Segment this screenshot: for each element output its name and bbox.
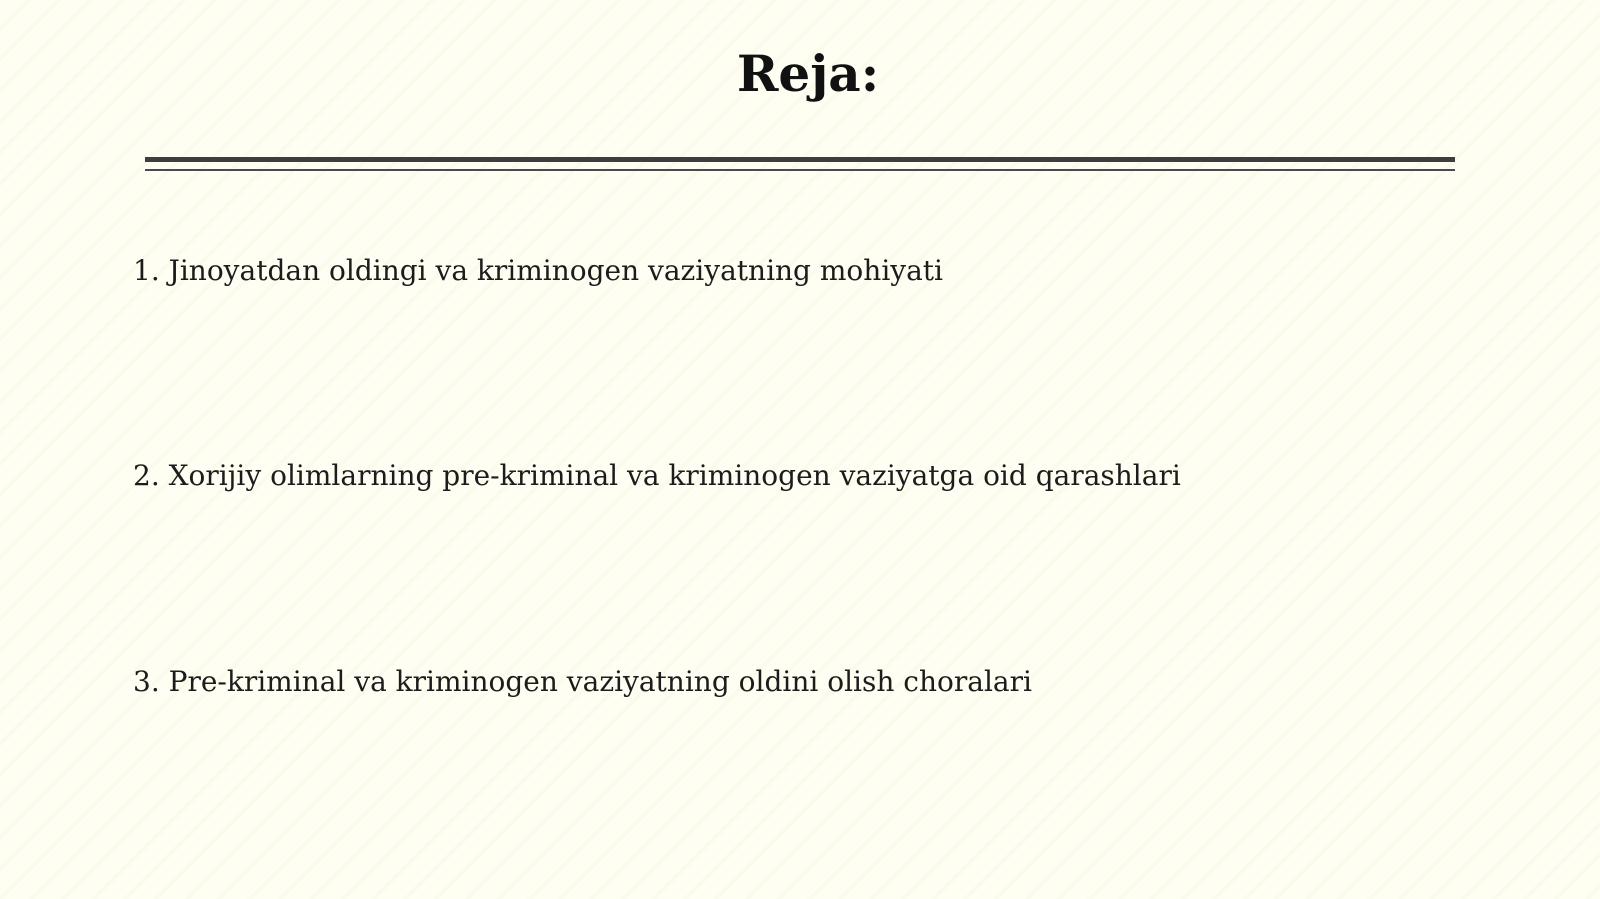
title-divider-thick (145, 157, 1455, 162)
plan-item-3: 3. Pre-kriminal va kriminogen vaziyatning oldini olish choralari (133, 665, 1032, 698)
plan-item-2: 2. Xorijiy olimlarning pre-kriminal va kriminogen vaziyatga oid qarashlari (133, 459, 1181, 492)
plan-item-1: 1. Jinoyatdan oldingi va kriminogen vaziyatning mohiyati (133, 254, 943, 287)
page-title: Reja: (736, 44, 880, 103)
title-divider-thin (145, 169, 1455, 171)
